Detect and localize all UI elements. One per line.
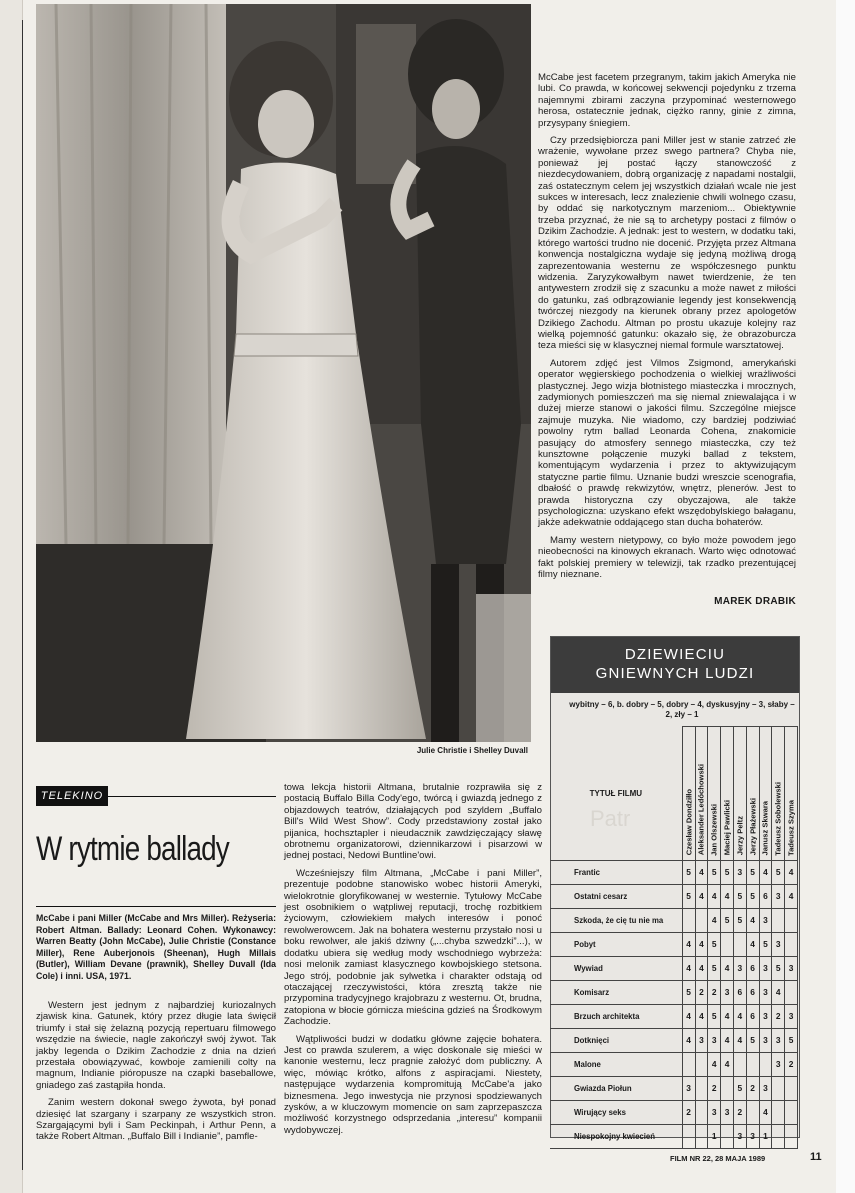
rating-cell: 3: [785, 956, 798, 980]
rating-cell: 3: [772, 1028, 785, 1052]
rating-cell: 3: [721, 1100, 734, 1124]
table-row: [550, 1028, 798, 1052]
film-title: Komisarz: [550, 980, 682, 1004]
rating-cell: [772, 1076, 785, 1100]
rating-cell: [695, 1124, 708, 1148]
critic-name: Czesław Dondziłło: [684, 789, 694, 856]
film-still-illustration: [36, 4, 531, 742]
rating-cell: [746, 1100, 759, 1124]
page-number: 11: [810, 1151, 822, 1163]
film-title: Szkoda, że cię tu nie ma: [550, 908, 682, 932]
section-label: TELEKINO: [36, 786, 108, 806]
rating-cell: [695, 1076, 708, 1100]
rating-cell: 4: [695, 884, 708, 908]
rating-cell: 3: [708, 1028, 721, 1052]
film-title: Malone: [550, 1052, 682, 1076]
rating-cell: 5: [708, 932, 721, 956]
film-title: Pobyt: [550, 932, 682, 956]
adjacent-page-edge: [0, 0, 23, 1193]
ratings-table-wrap: [550, 726, 798, 1149]
critic-name: Maciej Pawlicki: [722, 800, 732, 856]
rating-cell: 4: [682, 1028, 695, 1052]
rating-cell: 1: [708, 1124, 721, 1148]
rating-cell: 4: [733, 1028, 746, 1052]
rating-cell: [785, 908, 798, 932]
rating-cell: [772, 1124, 785, 1148]
critic-header: [785, 727, 798, 861]
table-row: [550, 1004, 798, 1028]
critic-name: Jan Olszewski: [709, 803, 719, 856]
rating-cell: [682, 1052, 695, 1076]
article-author: MAREK DRABIK: [714, 596, 796, 607]
rating-cell: 3: [746, 1124, 759, 1148]
article-headline: W rytmie ballady: [36, 830, 229, 868]
ratings-box-title: [551, 637, 799, 693]
rating-cell: 2: [708, 1076, 721, 1100]
paragraph: towa lekcja historii Altmana, brutalnie rozprawiła się z postacią Buffalo Billa Cody'ego, twórcą i gwiazdą jednego z objazdowych teatrów, działających pod szyldem „Buffalo Bill's Wild West Show”. Cody przedstawiony został jako pijanica, hochsztapler i nieudacznik zawdzięczający sławę obrotnemu organizatorowi, dziennikarzowi i pisarzowi w jednej postaci, Nedowi Buntline'owi.: [284, 782, 542, 862]
rating-cell: [721, 1076, 734, 1100]
table-row: [550, 1052, 798, 1076]
rating-cell: 4: [785, 884, 798, 908]
table-row: [550, 1076, 798, 1100]
article-column-left: [36, 1000, 276, 1149]
paragraph: Mamy western nietypowy, co było może powodem jego nieobecności na kinowych ekranach. Warto więc odnotować fakt polskiej premiery w telewizji, tak rzadko prezentującej filmy nieznane.: [538, 534, 796, 581]
table-row: [550, 908, 798, 932]
film-credits: McCabe i pani Miller (McCabe and Mrs Miller). Reżyseria: Robert Altman. Ballady: Leonard Cohen. Wykonawcy: Warren Beatty (John McCabe), Julie Christie (Constance Miller), Rene Auberjonois (Sheenan), Hugh Millais (Butler), William Devane (prawnik), Shelley Duvall (Ida Cole) i inni. USA, 1971.: [36, 906, 276, 983]
rating-cell: [772, 1100, 785, 1124]
rating-cell: 3: [772, 1052, 785, 1076]
rating-cell: 3: [733, 956, 746, 980]
critic-name: Aleksander Ledóchowski: [696, 764, 706, 856]
rating-cell: [785, 980, 798, 1004]
rating-cell: [682, 908, 695, 932]
rating-cell: 3: [759, 1004, 772, 1028]
rating-cell: 5: [772, 956, 785, 980]
rating-cell: 3: [721, 980, 734, 1004]
rating-cell: 2: [746, 1076, 759, 1100]
article-column-middle: [284, 782, 542, 1142]
ratings-title-line2: GNIEWNYCH LUDZI: [595, 665, 755, 682]
rating-cell: 6: [746, 1004, 759, 1028]
ratings-table: [550, 726, 798, 1149]
rating-cell: 1: [759, 1124, 772, 1148]
rating-cell: 5: [682, 860, 695, 884]
rating-cell: [682, 1124, 695, 1148]
paragraph: Zanim western dokonał swego żywota, był ponad dziesięć lat szargany i szarpany ze wszystkich stron. Szargającymi byli i Sam Peckinpah, i Arthur Penn, a także Robert Altman. „Buffalo Bill i Indianie”, pamfle-: [36, 1097, 276, 1143]
rating-cell: 5: [721, 860, 734, 884]
critic-header: [721, 727, 734, 861]
film-title: Ostatni cesarz: [550, 884, 682, 908]
film-title-header: TYTUŁ FILMU: [589, 788, 643, 798]
paragraph: Czy przedsiębiorcza pani Miller jest w stanie zatrzeć złe wrażenie, wywołane przez swego partnera? Chyba nie, ponieważ jej postać łączy stanowczość z niezdecydowaniem, dobrą organizację z napadami nostalgii, zaś ostatecznym celem jej wszystkich działań wcale nie jest sukces w interesach, lecz znalezienie chwili wolnego czasu, by oddać się narkotycznym marzeniom... Obiektywnie trzeba przyznać, że nie są to archetypy postaci z filmów o Dzikim Zachodzie. A jednak: jest to western, w dodatku taki, którego wartości trudno nie docenić. Przyjęta przez Altmana konwencja nostalgiczna wydaje się jedyną możliwą drogą zaprezentowania westernu ze współczesnego punktu widzenia. Zaryzykowałbym nawet twierdzenie, że ten antywestern zrodził się z szacunku a może nawet z miłości do gatunku, zaś odbrązowianie legendy jest konsekwencją twórczej niezgody na kierunek obrany przez apologetów Dzikiego Zachodu. Altman po prostu ukazuje kolejny raz wielką pojemność gatunku: okazało się, że obrazoburcza teza mieści się w klasycznej niemal formule warsztatowej.: [538, 135, 796, 352]
critic-header: [772, 727, 785, 861]
critic-header: [746, 727, 759, 861]
gutter-rule: [22, 20, 23, 1170]
rating-cell: 5: [746, 884, 759, 908]
rating-cell: 4: [695, 1004, 708, 1028]
rating-cell: [695, 1100, 708, 1124]
ratings-header-row: [550, 727, 798, 861]
rating-cell: 2: [695, 980, 708, 1004]
rating-cell: 4: [682, 932, 695, 956]
rating-cell: [772, 908, 785, 932]
rating-cell: 3: [695, 1028, 708, 1052]
rating-cell: 5: [746, 1028, 759, 1052]
rating-cell: 3: [785, 1004, 798, 1028]
rating-cell: 4: [746, 932, 759, 956]
film-still-photo: [36, 4, 531, 742]
rating-cell: [733, 1052, 746, 1076]
rating-cell: 3: [759, 1028, 772, 1052]
critic-header: [708, 727, 721, 861]
rating-cell: 4: [785, 860, 798, 884]
rating-cell: [785, 1076, 798, 1100]
critic-header: [695, 727, 708, 861]
rating-cell: 4: [682, 1004, 695, 1028]
film-title: Frantic: [550, 860, 682, 884]
ratings-legend: wybitny – 6, b. dobry – 5, dobry – 4, dyskusyjny – 3, słaby – 2, zły – 1: [569, 700, 795, 719]
critic-name: Tadeusz Szyma: [786, 799, 796, 856]
rating-cell: [733, 932, 746, 956]
rating-cell: 3: [733, 1124, 746, 1148]
critic-header: [733, 727, 746, 861]
rating-cell: 5: [682, 980, 695, 1004]
rating-cell: 4: [721, 1052, 734, 1076]
rating-cell: 6: [759, 884, 772, 908]
rating-cell: 5: [708, 860, 721, 884]
film-title: Gwiazda Piołun: [550, 1076, 682, 1100]
rating-cell: [785, 1100, 798, 1124]
paragraph: Western jest jednym z najbardziej kuriozalnych zjawisk kina. Gatunek, który przez długie lata święcił triumfy i stał się żelazną pozycją repertuaru filmowego wszędzie na świecie, nagle zakończył swój żywot. Tak jakby legenda o Dzikim Zachodzie z dnia na dzień przestała obowiązywać, kowboje zamienili colty na magnum, Indianie pióropusze na czapki baseballowe, gniadego zaś zastąpiła honda.: [36, 1000, 276, 1091]
rating-cell: 5: [733, 884, 746, 908]
rating-cell: 4: [708, 884, 721, 908]
rating-cell: 4: [772, 980, 785, 1004]
critic-name: Tadeusz Sobolewski: [773, 781, 783, 856]
rating-cell: 6: [746, 980, 759, 1004]
rating-cell: [721, 1124, 734, 1148]
section-rule: [108, 796, 276, 797]
rating-cell: [785, 1124, 798, 1148]
rating-cell: 4: [695, 932, 708, 956]
paragraph: McCabe jest facetem przegranym, takim jakich Ameryka nie lubi. Co prawda, w końcowej sekwencji pojedynku z trzema najemnymi zbirami zaczyna przypominać westernowego herosa, ostatecznie jednak, ciężko ranny, ginie z zimna, przysypany śniegiem.: [538, 72, 796, 129]
rating-cell: 5: [733, 1076, 746, 1100]
table-row: [550, 884, 798, 908]
rating-cell: 6: [746, 956, 759, 980]
paragraph: Autorem zdjęć jest Vilmos Zsigmond, amerykański operator węgierskiego pochodzenia o wielkiej wrażliwości plastycznej. Jego wizja błotnistego miasteczka i mrocznych, zadymionych pomieszczeń ma się niemal zniewalająca i w dużej mierze stanowi o jakości filmu. Szczególne miejsce zajmuje muzyka. Nie wiadomo, czy bardziej podziwiać powolny rytm ballad Leonarda Cohena, znakomicie pasujący do atmosfery sennego miasteczka, czy też kunsztowne połączenie muzyki ballad z tekstem, komentującym wydarzenia i przez to aktywizującym statyczne partie filmu. Uznanie budzi wreszcie scenografia, dbałość o prawdę rekwizytów, wnętrz, plenerów. Jest to prawda historyczna czy obyczajowa, ale także psychologiczna: uzyskano efekt wszędobylskiego bałaganu, jakże adekwatnie oddającego stan ducha bohaterów.: [538, 357, 796, 529]
rating-cell: 2: [682, 1100, 695, 1124]
rating-cell: 4: [721, 956, 734, 980]
rating-cell: 2: [785, 1052, 798, 1076]
rating-cell: 4: [682, 956, 695, 980]
rating-cell: 5: [785, 1028, 798, 1052]
rating-cell: 4: [759, 1100, 772, 1124]
ratings-title-line1: DZIEWIECIU: [624, 646, 726, 663]
rating-cell: 5: [708, 1004, 721, 1028]
critic-name: Janusz Skwara: [760, 801, 770, 856]
critic-name: Jerzy Płażewski: [748, 798, 758, 856]
rating-cell: 3: [708, 1100, 721, 1124]
rating-cell: 4: [695, 956, 708, 980]
film-title: Wirujący seks: [550, 1100, 682, 1124]
rating-cell: 6: [733, 980, 746, 1004]
rating-cell: 4: [721, 884, 734, 908]
table-row: [550, 932, 798, 956]
rating-cell: 3: [682, 1076, 695, 1100]
table-row: [550, 1124, 798, 1148]
rating-cell: [721, 932, 734, 956]
page-footer: FILM NR 22, 28 MAJA 1989: [670, 1154, 766, 1163]
rating-cell: [695, 1052, 708, 1076]
rating-cell: 3: [759, 956, 772, 980]
rating-cell: 4: [708, 908, 721, 932]
critic-name: Jerzy Peltz: [735, 816, 745, 856]
rating-cell: 3: [772, 932, 785, 956]
rating-cell: 4: [721, 1004, 734, 1028]
article-column-right: [538, 72, 796, 586]
rating-cell: 5: [682, 884, 695, 908]
rating-cell: 5: [721, 908, 734, 932]
rating-cell: 3: [772, 884, 785, 908]
rating-cell: 3: [759, 1076, 772, 1100]
rating-cell: 5: [759, 932, 772, 956]
rating-cell: [695, 908, 708, 932]
film-title: Niespokojny kwiecień: [550, 1124, 682, 1148]
rating-cell: 4: [721, 1028, 734, 1052]
rating-cell: [759, 1052, 772, 1076]
rating-cell: 4: [708, 1052, 721, 1076]
rating-cell: 5: [772, 860, 785, 884]
table-row: [550, 1100, 798, 1124]
rating-cell: 4: [759, 860, 772, 884]
rating-cell: 5: [746, 860, 759, 884]
rating-cell: 2: [772, 1004, 785, 1028]
photo-caption: Julie Christie i Shelley Duvall: [416, 746, 528, 755]
rating-cell: [785, 932, 798, 956]
critic-header: [682, 727, 695, 861]
ratings-body: [550, 860, 798, 1148]
film-title: Dotknięci: [550, 1028, 682, 1052]
rating-cell: 2: [733, 1100, 746, 1124]
table-row: [550, 980, 798, 1004]
critic-header: [759, 727, 772, 861]
rating-cell: 5: [733, 908, 746, 932]
film-title: Brzuch architekta: [550, 1004, 682, 1028]
rating-cell: 3: [759, 980, 772, 1004]
rating-cell: 4: [733, 1004, 746, 1028]
table-row: [550, 860, 798, 884]
rating-cell: 5: [708, 956, 721, 980]
rating-cell: 4: [695, 860, 708, 884]
scan-margin: [836, 0, 855, 1193]
rating-cell: 2: [708, 980, 721, 1004]
paragraph: Wątpliwości budzi w dodatku główne zajęcie bohatera. Jest co prawda szulerem, a więc doskonale się mieści w kanonie westernu, lecz pragnie założyć dom publiczny. A więc, mówiąc krótko, alfons z aspiracjami. Niestety, następujące wydarzenia kompromitują McCabe'a jako biznesmena. Jego inwestycja nie przynosi spodziewanych zysków, a w kluczowym momencie on sam zaprzepaszcza możliwość korzystnego odsprzedania „interesu” kompanii wydobywczej.: [284, 1033, 542, 1136]
film-title: Wywiad: [550, 956, 682, 980]
rating-cell: [746, 1052, 759, 1076]
paragraph: Wcześniejszy film Altmana, „McCabe i pani Miller”, prezentuje podobne stanowisko wobec historii Ameryki, wielokrotnie gloryfikowanej w westernie. Tytułowy McCabe jest osobnikiem o wątpliwej reputacji, trochę rozbitkiem życiowym, człowiekiem małych interesów i ponoć rewolwerowcem. Jak na bohatera westernu przystało nosi u boku rewolwer, ale jakiś dziwny („...chyba szwedzki”...), w dodatku ubiera się według mody wschodniego wybrzeża: nosi melonik zamiast klasycznego kowbojskiego stetsona. Jego strój, podobnie jak sylwetka i charakter odstają od otaczającej rzeczywistości, która zresztą także nie przypomina tradycyjnego krajobrazu z westernu. Ot, brudna, zatopiona w błocie górnicza mieścina gdzieś na Środkowym Zachodzie.: [284, 867, 542, 1028]
rating-cell: 3: [733, 860, 746, 884]
show-through-text: Patr: [590, 806, 631, 831]
rating-cell: 4: [746, 908, 759, 932]
rating-cell: 3: [759, 908, 772, 932]
table-row: [550, 956, 798, 980]
